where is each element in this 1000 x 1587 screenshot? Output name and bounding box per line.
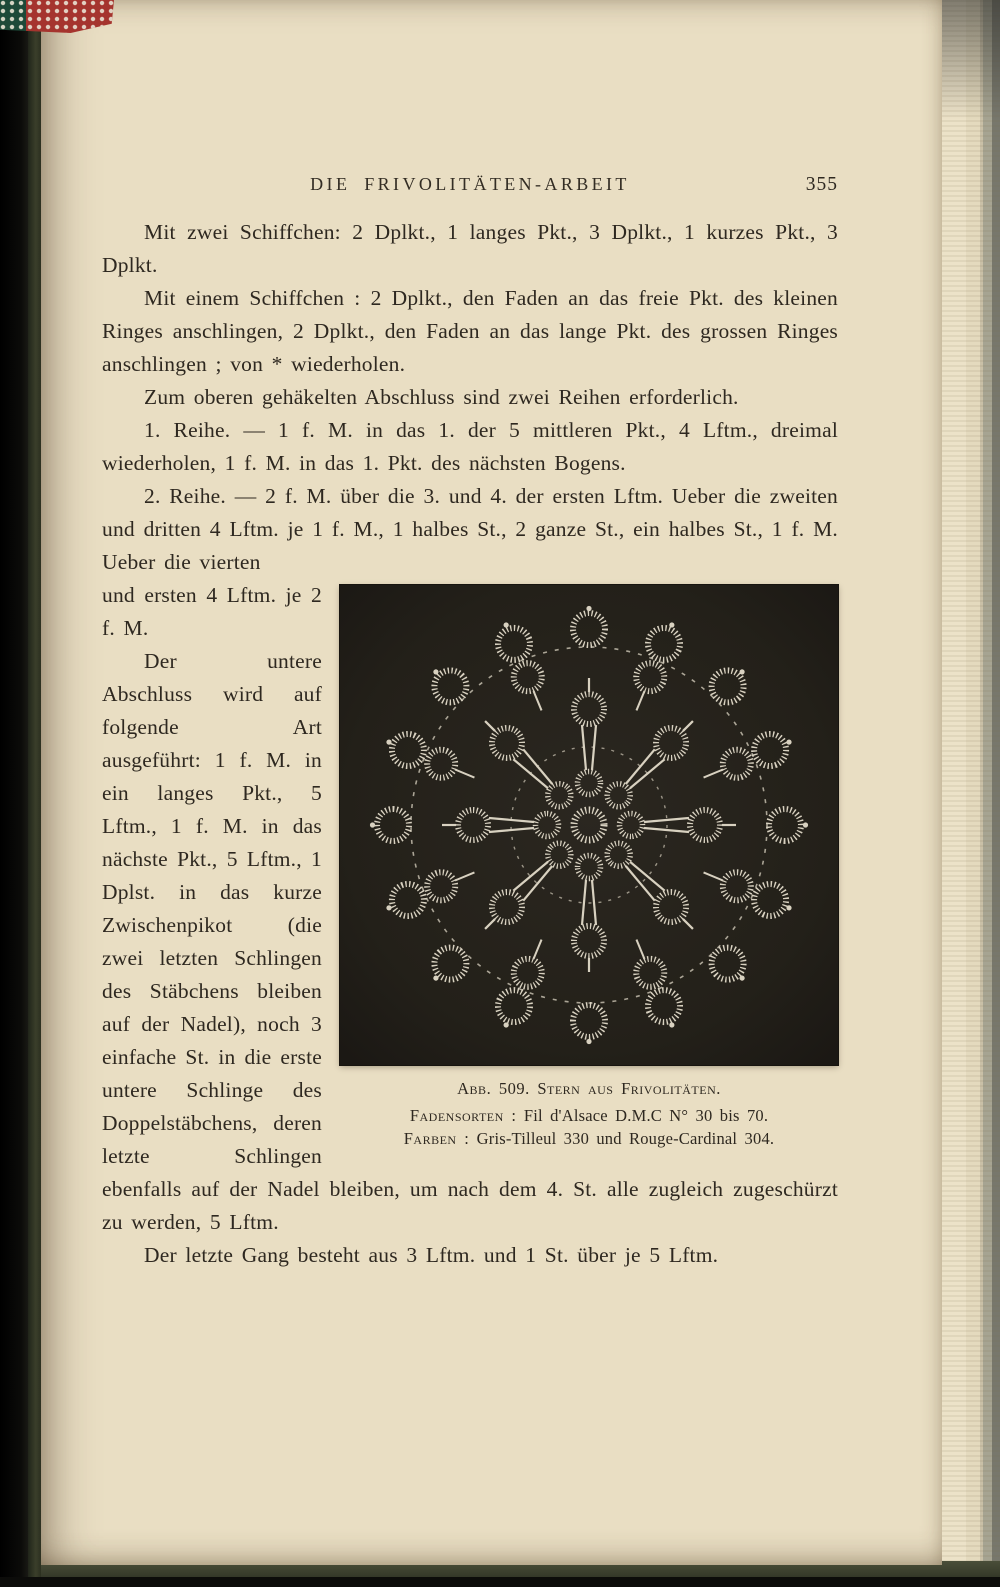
book-spine <box>0 0 30 1587</box>
paragraph-5a: 2. Reihe. — 2 f. M. über die 3. und 4. der ersten Lftm. Ueber die zweiten und dritten 4 Lftm. je 1 f. M., 1 halbes St., 2 ganze St., ein halbes St., 1 f. M. Ueber die vierten <box>102 484 838 574</box>
figure-caption-colors-label: Farben : <box>403 1129 470 1148</box>
paragraph-3: Zum oberen gehäkelten Abschluss sind zwei Reihen erforderlich. <box>144 385 739 409</box>
paragraph-1: Mit zwei Schiffchen: 2 Dplkt., 1 langes Pkt., 3 Dplkt., 1 kurzes Pkt., 3 Dplkt. <box>102 220 838 277</box>
running-head: DIE FRIVOLITÄTEN-ARBEIT <box>310 174 630 194</box>
figure-caption <box>340 1077 838 1151</box>
lace-star-image <box>340 585 838 1065</box>
figure-stern-aus-frivolitaeten <box>340 585 838 1151</box>
scan-bottom-shadow <box>0 1577 1000 1587</box>
figure-caption-colors-text: Gris-Tilleul 330 und Rouge-Cardinal 304. <box>469 1129 775 1148</box>
figure-caption-thread <box>340 1104 838 1128</box>
wrapped-text-block <box>102 579 838 1239</box>
page-number: 355 <box>805 174 838 195</box>
page-edge-stack <box>938 0 1000 1573</box>
lace-star-photo <box>340 585 838 1065</box>
figure-caption-title: Abb. 509. Stern aus Frivolitäten. <box>457 1079 721 1098</box>
paragraph-7: Der letzte Gang besteht aus 3 Lftm. und 1 St. über je 5 Lftm. <box>144 1243 719 1267</box>
figure-caption-thread-text: Fil d'Alsace D.M.C N° 30 bis 70. <box>516 1105 769 1125</box>
book-page <box>38 0 942 1565</box>
paragraph-5b: und ersten 4 Lftm. je 2 f. M. <box>102 583 322 640</box>
book-cover-edge <box>28 0 41 1587</box>
page-content <box>102 168 838 1272</box>
paragraph-2: Mit einem Schiffchen : 2 Dplkt., den Faden an das freie Pkt. des kleinen Ringes anschlingen, 2 Dplkt., den Faden an das lange Pkt. des grossen Ringes anschlingen ; von * wiederholen. <box>102 286 838 376</box>
paragraph-4: 1. Reihe. — 1 f. M. in das 1. der 5 mittleren Pkt., 4 Lftm., dreimal wiederholen, 1 f. M. in das 1. Pkt. des nächsten Bogens. <box>102 418 838 475</box>
figure-caption-thread-label: Fadensorten : <box>409 1105 517 1125</box>
paragraph-6: Der untere Abschluss wird auf folgende Art ausgeführt: 1 f. M. in ein langes Pkt., 5 Lftm., 1 f. M. in das nächste Pkt., 5 Lftm., 1 Dplst. in das kurze Zwischenpikot (die zwei letzten Schlingen des Stäbchens bleiben auf der Nadel), noch 3 einfache St. in die erste untere Schlinge des Doppelstäbchens, deren letzte Schlingen ebenfalls auf der Nadel bleiben, um nach dem 4. St. alle zugleich zugeschürzt zu werden, 5 Lftm. <box>102 649 838 1234</box>
page-header <box>102 168 838 201</box>
figure-caption-colors <box>340 1127 838 1151</box>
